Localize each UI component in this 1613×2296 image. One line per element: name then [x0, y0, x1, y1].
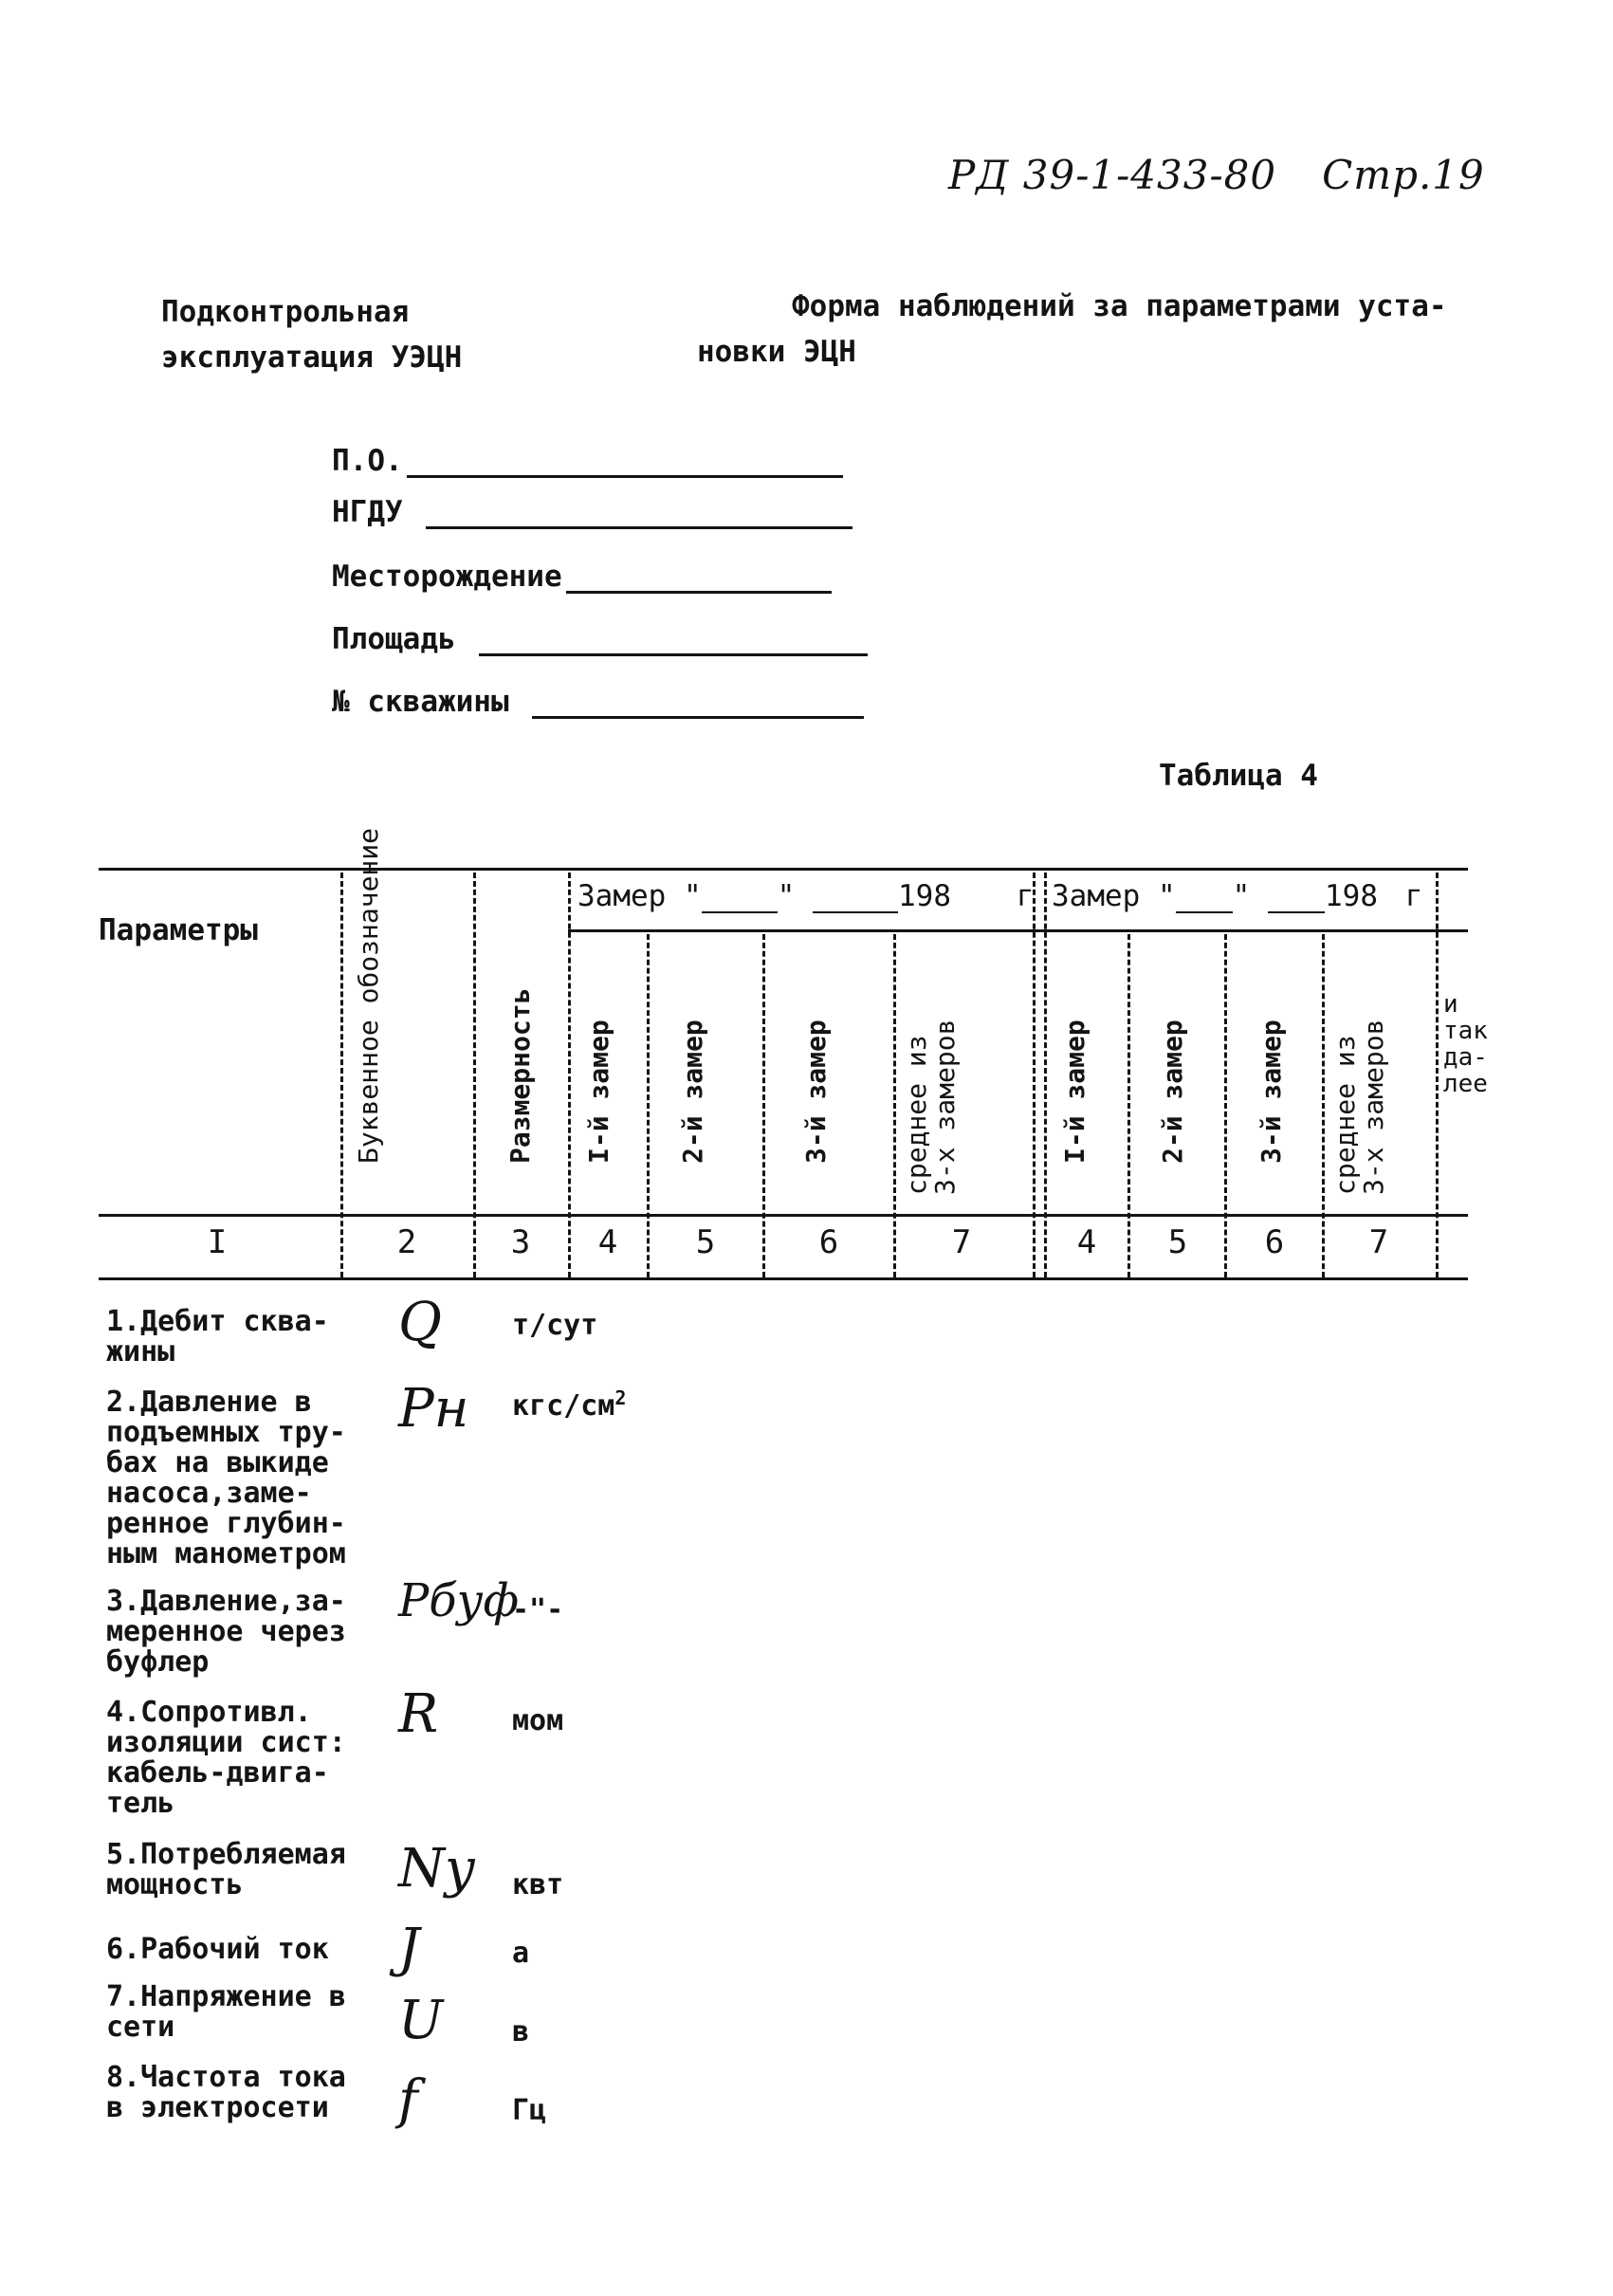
- colnum-6: 6: [818, 1223, 839, 1261]
- param-row-4: 4.Сопротивл. изоляции сист: кабель-двига- тель: [106, 1696, 346, 1820]
- field-po: [332, 444, 843, 478]
- zamer-group-1: [577, 879, 1034, 913]
- symbol-row-4: R: [398, 1683, 439, 1745]
- doc-code-text: РД 39-1-433-80: [948, 152, 1277, 198]
- param-row-1: 1.Дебит сква- жины: [106, 1305, 329, 1368]
- left-title-line2: эксплуатация УЭЦН: [161, 340, 463, 375]
- page-number: Стр.19: [1322, 152, 1485, 198]
- sub-avg-line2: 3-х замеров: [929, 1019, 961, 1195]
- form-title-line1: Форма наблюдений за параметрами уста-: [792, 289, 1447, 323]
- col-sep: [1436, 872, 1439, 1277]
- zamer-group-2: [1052, 879, 1422, 913]
- sub-avg: [1331, 1019, 1388, 1195]
- zamer-header-rule: [568, 929, 1468, 932]
- zamer-label: Замер: [1052, 879, 1141, 913]
- month-blank: [1268, 887, 1325, 913]
- sub-avg-line2: 3-х замеров: [1358, 1019, 1389, 1195]
- col-sep: [1044, 872, 1047, 1277]
- unit-row-5: квт: [512, 1868, 564, 1901]
- col-sep: [762, 934, 765, 1277]
- symbol-row-6: J: [398, 1918, 420, 1979]
- unit-row-2: [512, 1387, 626, 1423]
- col-sep: [647, 934, 650, 1277]
- year-prefix: 198: [898, 879, 952, 913]
- table-caption: Таблица 4: [1159, 759, 1318, 793]
- day-blank: [702, 887, 778, 913]
- symbol-row-1: Q: [398, 1292, 442, 1353]
- colnum-7: 7: [951, 1223, 972, 1261]
- field-deposit: [332, 560, 832, 594]
- col-sep: [1033, 872, 1036, 1277]
- left-title: [161, 289, 462, 380]
- unit-row-8: Гц: [512, 2094, 547, 2127]
- param-row-7: 7.Напряжение в сети: [106, 1980, 346, 2044]
- field-area-label: Площадь: [332, 622, 456, 656]
- observation-table: [99, 827, 1488, 1285]
- param-row-6: 6.Рабочий ток: [106, 1933, 329, 1966]
- sub-avg-line1: среднее из: [901, 1035, 932, 1195]
- unit-row-3: -"-: [512, 1593, 564, 1626]
- field-po-label: П.О.: [332, 444, 403, 478]
- col-sep: [1127, 934, 1130, 1277]
- field-deposit-line: [566, 562, 832, 594]
- colnum-7b: 7: [1368, 1223, 1389, 1261]
- col-sep: [1322, 934, 1325, 1277]
- unit-row-7: в: [512, 2015, 530, 2048]
- colnum-bottom-rule: [99, 1277, 1468, 1280]
- symbol-row-8: f: [398, 2069, 418, 2131]
- header-symbol: Буквенное обозначение: [353, 827, 384, 1164]
- quote-close: ": [777, 879, 796, 913]
- sub-zamer-1: I-й замер: [583, 1019, 614, 1164]
- field-deposit-label: Месторождение: [332, 560, 562, 594]
- param-row-8: 8.Частота тока в электросети: [106, 2061, 346, 2124]
- form-title-line2: новки ЭЦН: [697, 335, 856, 369]
- month-blank: [813, 887, 898, 913]
- field-well-line: [532, 688, 864, 719]
- document-code: [948, 152, 1485, 198]
- symbol-row-2: Pн: [398, 1378, 469, 1440]
- field-ngdu: [332, 495, 852, 529]
- field-well-label: № скважины: [332, 685, 509, 719]
- header-bottom-rule: [99, 1214, 1468, 1217]
- sub-avg: [903, 1019, 960, 1195]
- sub-zamer-2: 2-й замер: [1157, 1019, 1188, 1164]
- field-area: [332, 622, 868, 656]
- and-so-on: и так да- лее: [1443, 990, 1488, 1098]
- table-top-rule: [99, 868, 1468, 871]
- field-ngdu-label: НГДУ: [332, 495, 403, 529]
- field-area-line: [479, 625, 868, 656]
- col-sep: [568, 872, 571, 1277]
- sub-zamer-1: I-й замер: [1059, 1019, 1091, 1164]
- unit-row-2-base: кгс/см: [512, 1389, 615, 1423]
- symbol-row-3: Pбуф: [398, 1574, 520, 1627]
- day-blank: [1176, 887, 1233, 913]
- unit-row-2-sup: 2: [614, 1387, 627, 1409]
- quote-close: ": [1232, 879, 1251, 913]
- quote-open: ": [684, 879, 702, 913]
- symbol-row-7: U: [398, 1990, 444, 2051]
- sub-avg-line1: среднее из: [1329, 1035, 1361, 1195]
- header-dimension: Размерность: [504, 987, 536, 1164]
- param-row-3: 3.Давление,за- меренное через буфлер: [106, 1585, 346, 1679]
- colnum-1: I: [207, 1223, 228, 1261]
- field-po-line: [407, 447, 843, 478]
- col-sep: [1224, 934, 1227, 1277]
- col-sep: [893, 934, 896, 1277]
- left-title-line1: Подконтрольная: [161, 295, 410, 329]
- colnum-4: 4: [597, 1223, 618, 1261]
- sub-zamer-2: 2-й замер: [677, 1019, 708, 1164]
- quote-open: ": [1158, 879, 1176, 913]
- colnum-3: 3: [510, 1223, 531, 1261]
- unit-row-1: т/сут: [512, 1309, 598, 1342]
- colnum-5: 5: [695, 1223, 716, 1261]
- sub-zamer-3: 3-й замер: [800, 1019, 832, 1164]
- symbol-row-5: Nу: [398, 1838, 476, 1900]
- param-row-2: 2.Давление в подъемных тру- бах на выкиде насоса,заме- ренное глубин- ным манометром: [106, 1386, 346, 1570]
- colnum-2: 2: [396, 1223, 417, 1261]
- field-ngdu-line: [426, 498, 852, 529]
- year-unit: г: [1016, 879, 1035, 913]
- colnum-5b: 5: [1167, 1223, 1188, 1261]
- zamer-label: Замер: [577, 879, 667, 913]
- year-prefix: 198: [1325, 879, 1379, 913]
- unit-row-6: а: [512, 1937, 530, 1970]
- col-sep: [340, 872, 343, 1277]
- year-unit: г: [1404, 879, 1423, 913]
- colnum-4b: 4: [1076, 1223, 1097, 1261]
- unit-row-4: мом: [512, 1704, 564, 1737]
- header-params: Параметры: [99, 913, 258, 947]
- sub-zamer-3: 3-й замер: [1256, 1019, 1287, 1164]
- col-sep: [473, 872, 476, 1277]
- field-well-number: [332, 685, 864, 719]
- param-row-5: 5.Потребляемая мощность: [106, 1838, 346, 1901]
- colnum-6b: 6: [1264, 1223, 1285, 1261]
